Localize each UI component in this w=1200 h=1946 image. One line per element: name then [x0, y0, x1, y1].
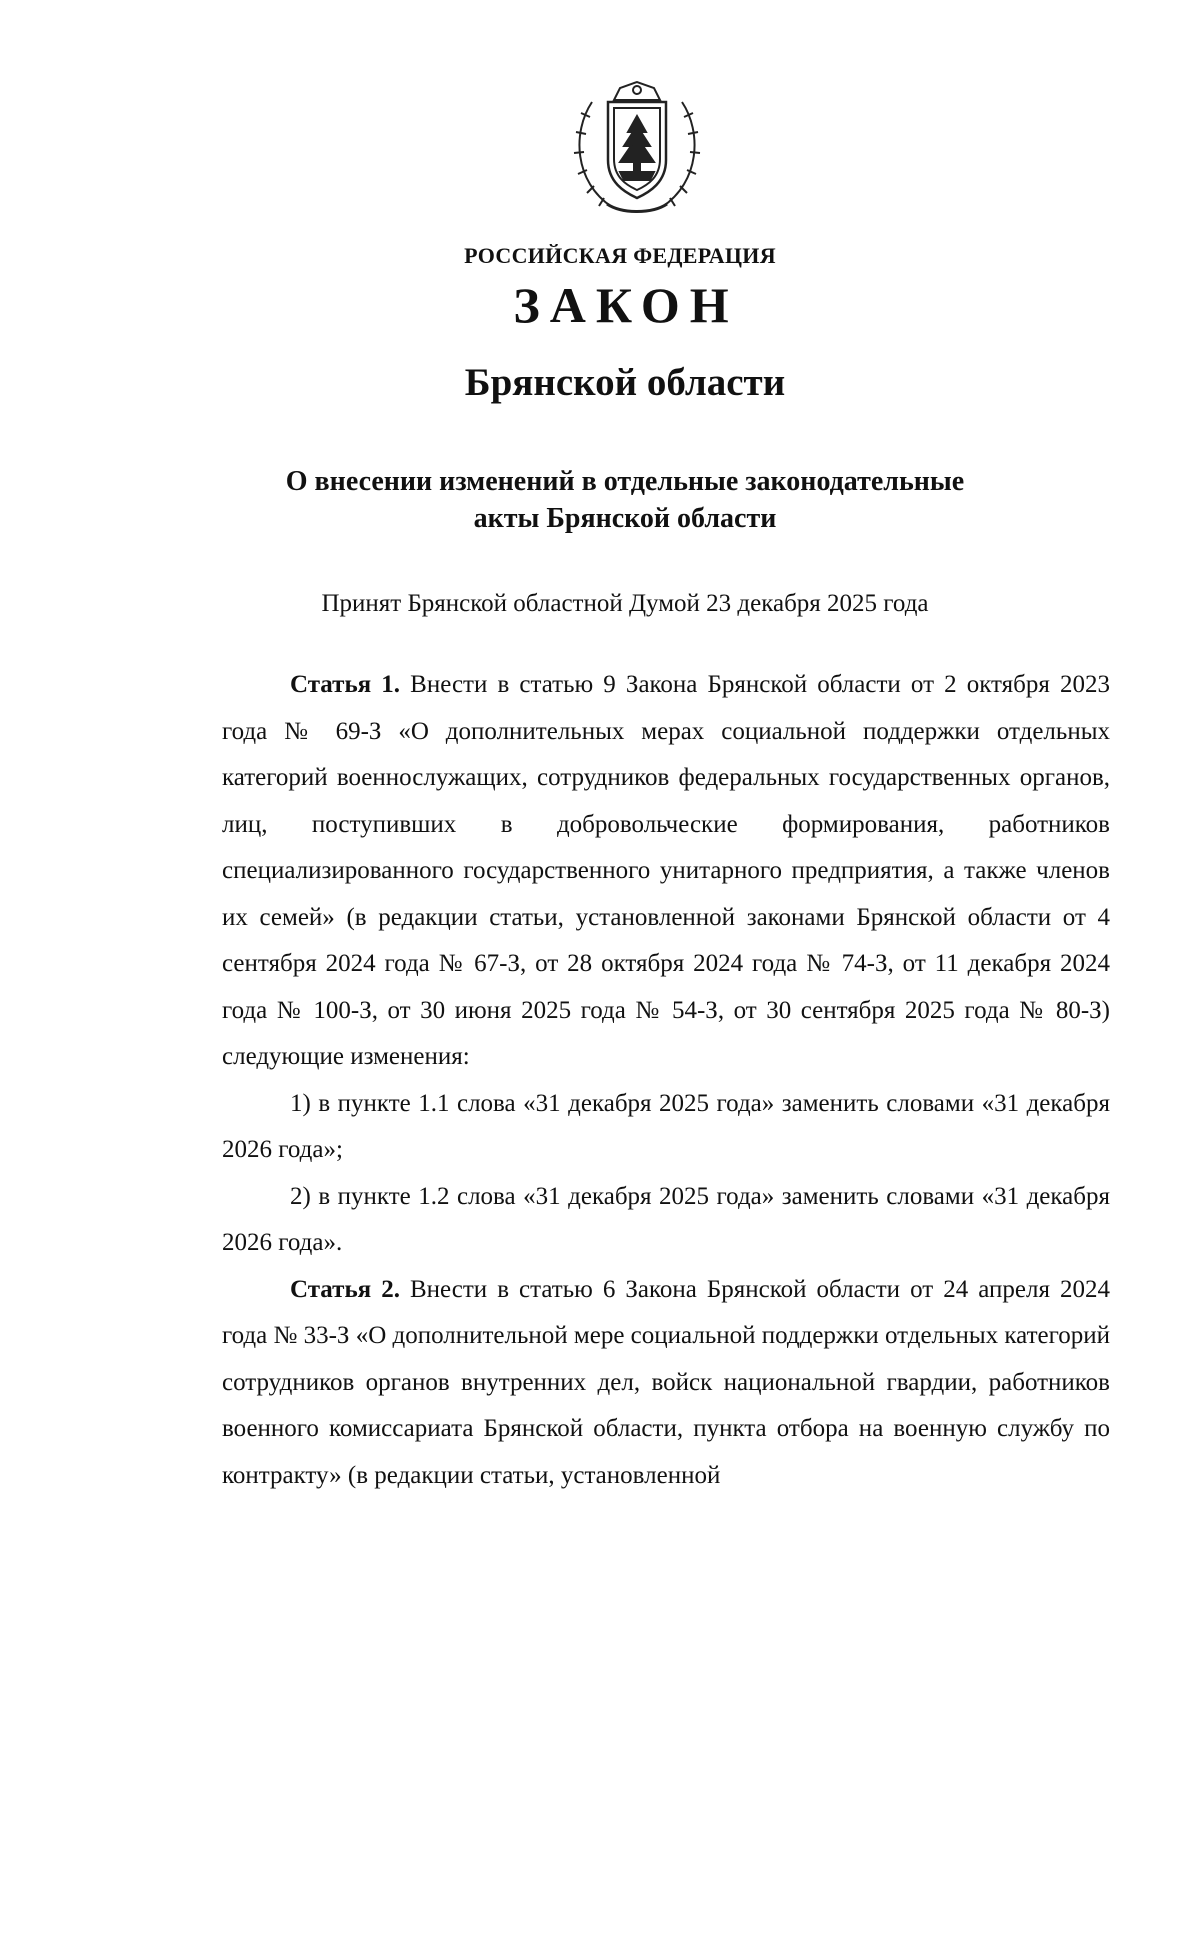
article-1-item-1: 1) в пункте 1.1 слова «31 декабря 2025 года» заменить словами «31 декабря 2026 года»; [222, 1089, 1110, 1163]
article-2-heading: Статья 2. [290, 1275, 400, 1303]
law-body [222, 662, 1110, 1499]
region-heading: Брянской области [464, 361, 786, 404]
law-title-line-1: О внесении изменений в отдельные законодательные [285, 466, 965, 497]
law-title [0, 463, 1200, 537]
article-2-paragraph [222, 1267, 1110, 1500]
adoption-statement: Принят Брянской областной Думой 23 декабря 2025 года [321, 590, 929, 617]
article-1-paragraph [222, 662, 1110, 1081]
article-1-item-2: 2) в пункте 1.2 слова «31 декабря 2025 года» заменить словами «31 декабря 2026 года». [222, 1182, 1110, 1256]
bryansk-oblast-coat-of-arms-icon [562, 72, 712, 222]
article-1-text: Внести в статью 9 Закона Брянской области от 2 октября 2023 года № 69-З «О дополнительных мерах социальной поддержки отдельных категорий военнослужащих, сотрудников федеральных государственных органов, лиц, поступивших в добровольческие формирования, работников специализированного государственного унитарного предприятия, а также членов их семей» (в редакции статьи, установленной законами Брянской области от 4 сентября 2024 года № 67-З, от 28 октября 2024 года № 74-З, от 11 декабря 2024 года № 100-З, от 30 июня 2025 года № 54-З, от 30 сентября 2025 года № 80-З) следующие изменения: [222, 671, 1110, 1070]
law-title-line-2: акты Брянской области [473, 503, 777, 534]
country-heading: РОССИЙСКАЯ ФЕДЕРАЦИЯ [464, 243, 776, 268]
article-2-text: Внести в статью 6 Закона Брянской области от 24 апреля 2024 года № 33-З «О дополнительной мере социальной поддержки отдельных категорий сотрудников органов внутренних дел, войск национальной гвардии, работников военного комиссариата Брянской области, пункта отбора на военную службу по контракту» (в редакции статьи, установленной [222, 1275, 1110, 1489]
article-1-heading: Статья 1. [290, 671, 401, 698]
document-type-heading: ЗАКОН [513, 277, 739, 333]
